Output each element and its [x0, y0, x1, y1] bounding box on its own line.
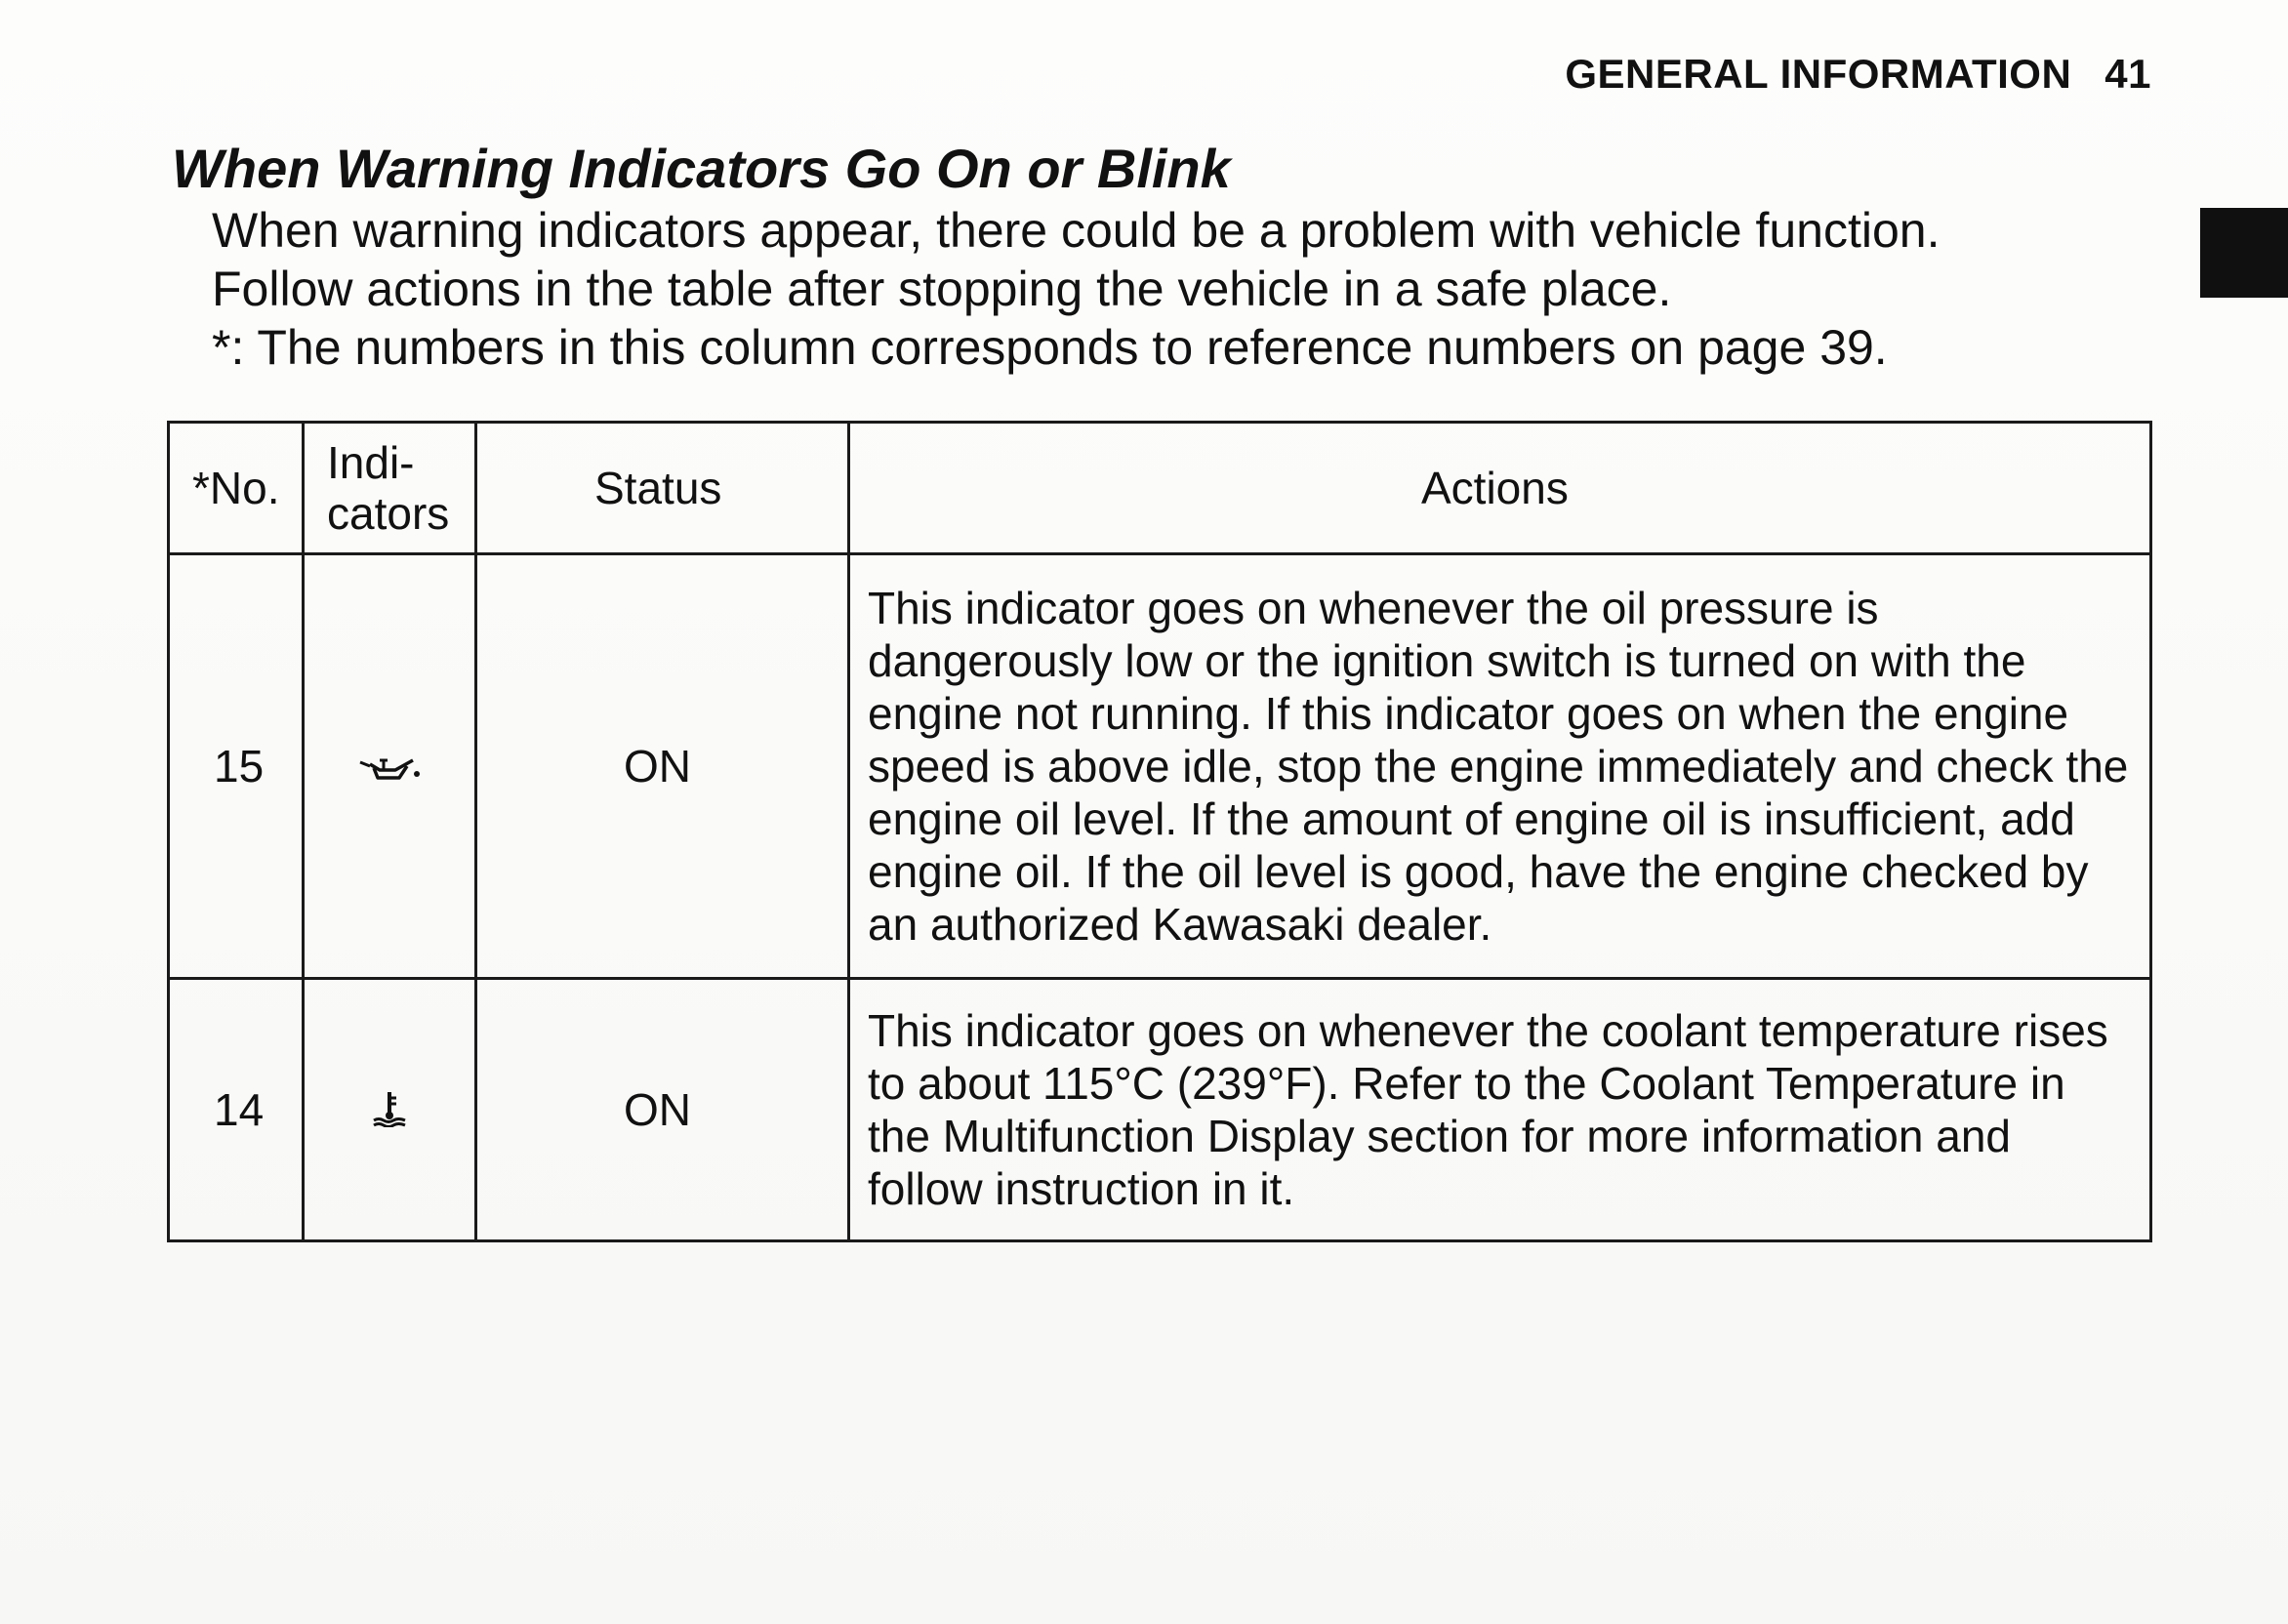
table-row	[169, 979, 2151, 1241]
section-title: GENERAL INFORMATION	[1565, 51, 2072, 97]
header-indicators-line2: cators	[327, 488, 450, 539]
row-indicator	[304, 979, 476, 1241]
row-number: 15	[169, 554, 304, 979]
row-indicator	[304, 554, 476, 979]
page-heading: When Warning Indicators Go On or Blink	[172, 138, 1231, 199]
intro-text	[212, 201, 1940, 377]
row-number: 14	[169, 979, 304, 1241]
intro-line: When warning indicators appear, there could be a problem with vehicle function.	[212, 203, 1941, 258]
row-actions: This indicator goes on whenever the oil pressure is dangerously low or the ignition switch is turned on with the engine not running. If this indicator goes on when the engine speed is above idle, stop the engine immediately and check the engine oil level. If the amount of engine oil is insufficient, add engine oil. If the oil level is good, have the engine checked by an authorized Kawasaki dealer.	[849, 554, 2151, 979]
section-thumb-tab	[2200, 208, 2288, 298]
running-header	[1565, 51, 2151, 98]
header-actions: Actions	[849, 423, 2151, 554]
oil-pressure-icon	[356, 742, 423, 794]
page-number: 41	[2104, 51, 2151, 97]
table-row	[169, 554, 2151, 979]
row-status: ON	[476, 979, 849, 1241]
header-indicators	[304, 423, 476, 554]
intro-footnote: *: The numbers in this column corresponds to reference numbers on page 39.	[212, 320, 1888, 375]
coolant-temperature-icon	[370, 1085, 409, 1138]
table-header-row	[169, 423, 2151, 554]
header-no: *No.	[169, 423, 304, 554]
intro-line: Follow actions in the table after stopping the vehicle in a safe place.	[212, 262, 1672, 316]
header-indicators-line1: Indi-	[327, 437, 415, 488]
row-status: ON	[476, 554, 849, 979]
row-actions: This indicator goes on whenever the coolant temperature rises to about 115°C (239°F). Refer to the Coolant Temperature in the Multifunction Display section for more information and follow instruction in it.	[849, 979, 2151, 1241]
header-status: Status	[476, 423, 849, 554]
warning-indicator-table	[167, 421, 2152, 1242]
